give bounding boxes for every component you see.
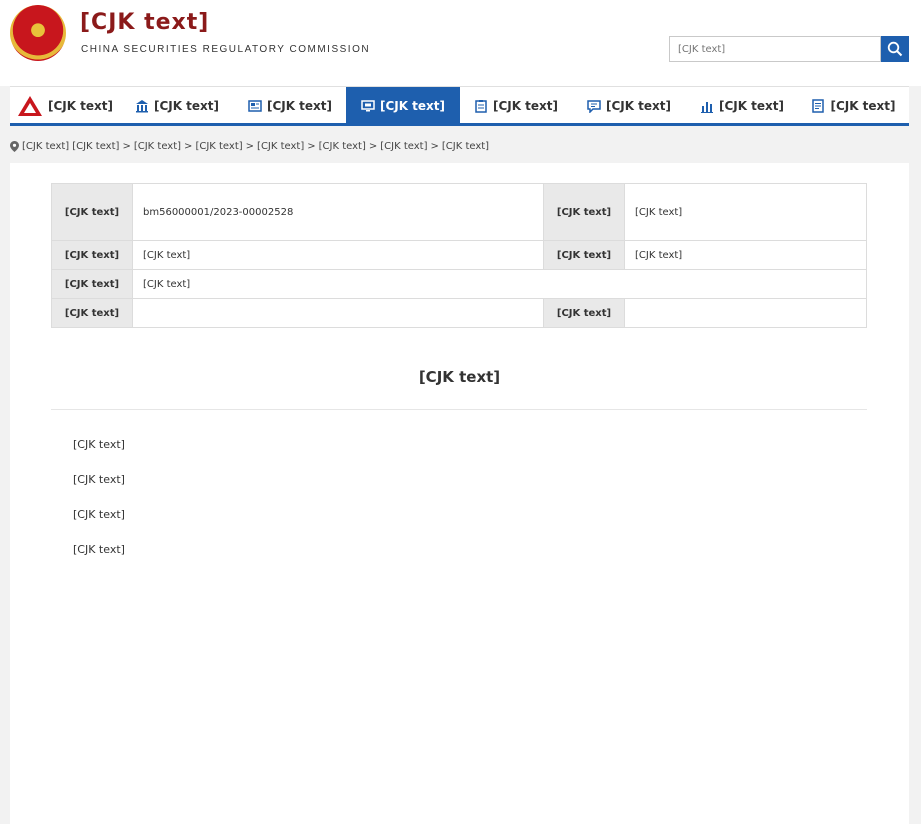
publisher-value: [CJK text]: [133, 241, 544, 270]
nav-item-government-info[interactable]: [346, 87, 460, 124]
subject-value: [625, 299, 867, 328]
nav-item-overview[interactable]: [120, 87, 234, 124]
article-title: [CJK text]: [418, 368, 501, 386]
bar-chart-icon: [700, 99, 714, 113]
building-icon: [135, 99, 149, 113]
subject-label: [CJK text]: [544, 299, 625, 328]
nav-item-services[interactable]: [460, 87, 572, 124]
chat-icon: [587, 99, 601, 113]
breadcrumb-link[interactable]: [CJK text]: [380, 140, 428, 152]
newspaper-icon: [248, 99, 262, 113]
site-subtitle: CHINA SECURITIES REGULATORY COMMISSION: [81, 44, 371, 55]
breadcrumb-separator: >: [122, 140, 131, 152]
divider: [51, 409, 867, 410]
index-label: [CJK text]: [52, 184, 133, 241]
home-icon: [17, 95, 43, 117]
breadcrumb-link[interactable]: [CJK text]: [195, 140, 243, 152]
paragraph: [CJK text]: [73, 543, 125, 556]
search-icon: [887, 41, 903, 57]
breadcrumb-link[interactable]: [CJK text]: [72, 140, 120, 152]
nav-label: [CJK text]: [718, 98, 785, 113]
main-content: [10, 163, 909, 824]
nav-item-interaction[interactable]: [572, 87, 686, 124]
breadcrumb-separator: >: [245, 140, 255, 152]
breadcrumb-separator: >: [307, 140, 316, 152]
doc-number-label: [CJK text]: [52, 299, 133, 328]
nav-item-statistics[interactable]: [686, 87, 798, 124]
date-label: [CJK text]: [544, 241, 625, 270]
site-header: [0, 0, 921, 86]
name-value: [CJK text]: [133, 270, 867, 299]
location-pin-icon: [10, 141, 19, 152]
nav-label: [CJK text]: [492, 98, 559, 113]
breadcrumb-separator: >: [184, 140, 193, 152]
category-value: [CJK text]: [625, 184, 867, 241]
publisher-label: [CJK text]: [52, 241, 133, 270]
nav-label: [CJK text]: [153, 98, 220, 113]
nav-label: [CJK text]: [830, 98, 896, 113]
doc-number-value: [133, 299, 544, 328]
breadcrumb-link[interactable]: [CJK text]: [318, 140, 366, 152]
breadcrumb-link[interactable]: [CJK text]: [133, 140, 182, 152]
name-label: [CJK text]: [52, 270, 133, 299]
document-metadata-table: [51, 183, 867, 328]
breadcrumb-separator: >: [430, 140, 439, 152]
paragraph: [CJK text]: [73, 438, 125, 451]
nav-item-home[interactable]: [10, 87, 120, 124]
paragraph: [CJK text]: [73, 508, 125, 521]
breadcrumb-separator: >: [368, 140, 378, 152]
clipboard-icon: [474, 99, 488, 113]
breadcrumb-link[interactable]: [CJK text]: [441, 140, 490, 152]
main-nav: [10, 86, 909, 126]
category-label: [CJK text]: [544, 184, 625, 241]
breadcrumb-link[interactable]: [CJK text]: [257, 140, 305, 152]
nav-label: [CJK text]: [379, 98, 446, 113]
article-body: [51, 433, 867, 573]
national-emblem-logo[interactable]: [10, 5, 66, 61]
nav-label: [CJK text]: [47, 98, 114, 113]
breadcrumb: [10, 136, 909, 156]
breadcrumb-prefix: [CJK text]: [22, 140, 70, 152]
nav-label: [CJK text]: [266, 98, 333, 113]
search-input[interactable]: [669, 36, 881, 62]
document-icon: [811, 99, 825, 113]
index-value: bm56000001/2023-00002528: [133, 184, 544, 241]
monitor-icon: [361, 99, 375, 113]
site-title[interactable]: [CJK text]: [80, 10, 210, 35]
date-value: [CJK text]: [625, 241, 867, 270]
paragraph: [CJK text]: [73, 473, 125, 486]
nav-item-special-topics[interactable]: [798, 87, 909, 124]
search-button[interactable]: [881, 36, 909, 62]
nav-item-news[interactable]: [234, 87, 346, 124]
nav-label: [CJK text]: [605, 98, 672, 113]
